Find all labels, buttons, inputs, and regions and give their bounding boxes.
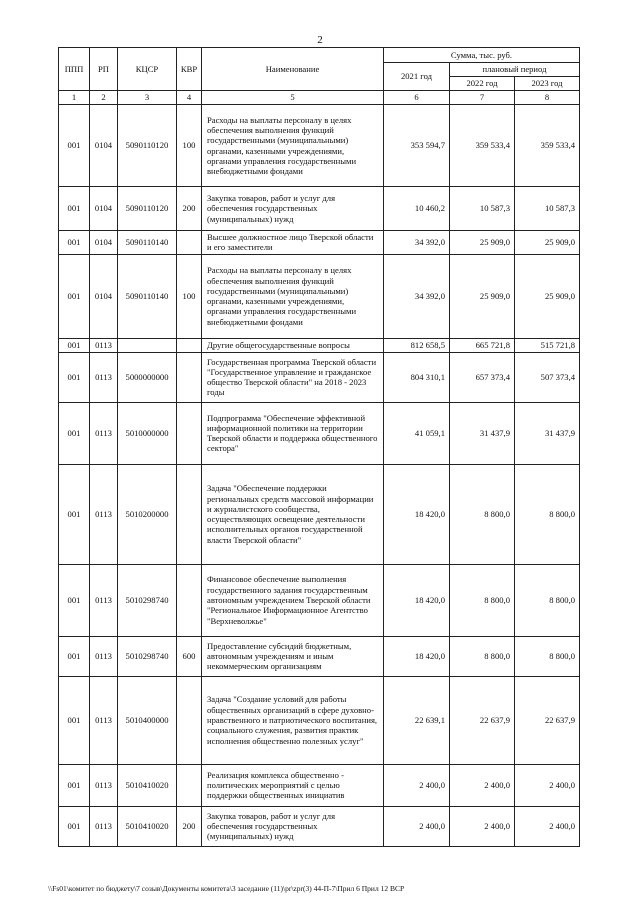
- cell-2023: 22 637,9: [515, 676, 580, 764]
- table-row: [59, 806, 580, 846]
- cell-2021: 353 594,7: [384, 105, 450, 187]
- table-row: [59, 187, 580, 231]
- cell-2023: 8 800,0: [515, 564, 580, 636]
- table-row: [59, 352, 580, 402]
- cell-kcsr: 5090110140: [118, 254, 177, 338]
- cell-rp: 0113: [90, 636, 118, 676]
- cell-2021: 2 400,0: [384, 806, 450, 846]
- cell-2022: 25 909,0: [450, 254, 515, 338]
- cell-kcsr: 5090110120: [118, 105, 177, 187]
- table-row: [59, 764, 580, 806]
- page-number: 2: [317, 34, 323, 46]
- cell-ppp: 001: [59, 764, 90, 806]
- table-body: [59, 105, 580, 847]
- cell-2022: 657 373,4: [450, 352, 515, 402]
- cell-kvr: 100: [177, 254, 202, 338]
- cell-2023: 25 909,0: [515, 231, 580, 255]
- table-row: [59, 231, 580, 255]
- cell-2023: 2 400,0: [515, 764, 580, 806]
- cell-2022: 25 909,0: [450, 231, 515, 255]
- cell-kvr: [177, 231, 202, 255]
- cell-rp: 0113: [90, 464, 118, 564]
- cell-ppp: 001: [59, 187, 90, 231]
- cell-2021: 18 420,0: [384, 636, 450, 676]
- cell-ppp: 001: [59, 105, 90, 187]
- header-year-2023: 2023 год: [515, 77, 580, 91]
- cell-2023: 515 721,8: [515, 338, 580, 352]
- table-row: [59, 105, 580, 187]
- cell-kvr: [177, 402, 202, 464]
- cell-2021: 812 658,5: [384, 338, 450, 352]
- cell-kvr: 200: [177, 187, 202, 231]
- cell-rp: 0113: [90, 676, 118, 764]
- col-index: 3: [118, 91, 177, 105]
- cell-kcsr: 5010410020: [118, 764, 177, 806]
- header-rp: РП: [90, 48, 118, 91]
- table-row: [59, 636, 580, 676]
- table-row: [59, 254, 580, 338]
- cell-2023: 8 800,0: [515, 464, 580, 564]
- footer-file-path: \\Fs01\комитет по бюджету\7 созыв\Документы комитета\3 заседание (11)\pr\zpr(3) 44-П-7\Прил 6 Прил 12 ВСР: [48, 884, 405, 893]
- header-year-2022: 2022 год: [450, 77, 515, 91]
- cell-2023: 507 373,4: [515, 352, 580, 402]
- cell-kcsr: 5010298740: [118, 564, 177, 636]
- col-index: 5: [202, 91, 384, 105]
- header-ppp: ППП: [59, 48, 90, 91]
- header-kvr: КВР: [177, 48, 202, 91]
- cell-name: Закупка товаров, работ и услуг для обеспечения государственных (муниципальных) нужд: [202, 187, 384, 231]
- cell-2022: 31 437,9: [450, 402, 515, 464]
- cell-kvr: [177, 564, 202, 636]
- cell-kcsr: 5010298740: [118, 636, 177, 676]
- cell-ppp: 001: [59, 464, 90, 564]
- cell-rp: 0113: [90, 806, 118, 846]
- cell-name: Расходы на выплаты персоналу в целях обеспечения выполнения функций государственными (муниципальными) органами, казенными учреждениями, органами управления государственными внебюджетными фондами: [202, 254, 384, 338]
- header-kcsr: КЦСР: [118, 48, 177, 91]
- cell-rp: 0104: [90, 254, 118, 338]
- budget-table: [58, 47, 580, 847]
- cell-kvr: [177, 352, 202, 402]
- cell-2023: 359 533,4: [515, 105, 580, 187]
- col-index: 2: [90, 91, 118, 105]
- table-row: [59, 464, 580, 564]
- cell-kcsr: 5090110120: [118, 187, 177, 231]
- cell-kcsr: 5010410020: [118, 806, 177, 846]
- cell-kvr: [177, 764, 202, 806]
- cell-2021: 34 392,0: [384, 254, 450, 338]
- cell-name: Закупка товаров, работ и услуг для обеспечения государственных (муниципальных) нужд: [202, 806, 384, 846]
- cell-2023: 10 587,3: [515, 187, 580, 231]
- cell-name: Государственная программа Тверской области "Государственное управление и гражданское общество Тверской области" на 2018 - 2023 годы: [202, 352, 384, 402]
- cell-2022: 10 587,3: [450, 187, 515, 231]
- cell-kcsr: 5010200000: [118, 464, 177, 564]
- header-sum: Сумма, тыс. руб.: [384, 48, 580, 63]
- cell-ppp: 001: [59, 231, 90, 255]
- cell-name: Реализация комплекса общественно - политических мероприятий с целью поддержки общественных инициатив: [202, 764, 384, 806]
- cell-name: Высшее должностное лицо Тверской области и его заместители: [202, 231, 384, 255]
- cell-rp: 0113: [90, 764, 118, 806]
- cell-name: Другие общегосударственные вопросы: [202, 338, 384, 352]
- cell-ppp: 001: [59, 352, 90, 402]
- cell-name: Задача "Обеспечение поддержки региональных средств массовой информации и журналистского сообщества, осуществляющих освещение деятельности исполнительных органов государственной власти Тверской области": [202, 464, 384, 564]
- cell-2022: 2 400,0: [450, 806, 515, 846]
- cell-2021: 804 310,1: [384, 352, 450, 402]
- cell-kvr: 200: [177, 806, 202, 846]
- cell-rp: 0104: [90, 105, 118, 187]
- cell-rp: 0104: [90, 187, 118, 231]
- cell-2021: 18 420,0: [384, 564, 450, 636]
- cell-2021: 2 400,0: [384, 764, 450, 806]
- cell-2021: 18 420,0: [384, 464, 450, 564]
- cell-2022: 22 637,9: [450, 676, 515, 764]
- cell-2023: 25 909,0: [515, 254, 580, 338]
- cell-kvr: [177, 338, 202, 352]
- cell-name: Расходы на выплаты персоналу в целях обеспечения выполнения функций государственными (муниципальными) органами, казенными учреждениями, органами управления государственными внебюджетными фондами: [202, 105, 384, 187]
- cell-kvr: [177, 464, 202, 564]
- table-row: [59, 564, 580, 636]
- cell-2022: 2 400,0: [450, 764, 515, 806]
- cell-rp: 0104: [90, 231, 118, 255]
- cell-kcsr: [118, 338, 177, 352]
- cell-2021: 34 392,0: [384, 231, 450, 255]
- cell-ppp: 001: [59, 402, 90, 464]
- cell-rp: 0113: [90, 402, 118, 464]
- cell-ppp: 001: [59, 254, 90, 338]
- cell-2022: 8 800,0: [450, 564, 515, 636]
- cell-2022: 8 800,0: [450, 636, 515, 676]
- cell-kcsr: 5010400000: [118, 676, 177, 764]
- cell-kcsr: 5010000000: [118, 402, 177, 464]
- cell-2023: 2 400,0: [515, 806, 580, 846]
- cell-name: Финансовое обеспечение выполнения государственного задания государственным автономным учреждением Тверской области "Региональное Информационное Агентство "Верхневолжье": [202, 564, 384, 636]
- col-index: 7: [450, 91, 515, 105]
- cell-ppp: 001: [59, 676, 90, 764]
- col-index: 1: [59, 91, 90, 105]
- cell-2023: 8 800,0: [515, 636, 580, 676]
- cell-rp: 0113: [90, 352, 118, 402]
- cell-name: Задача "Создание условий для работы общественных организаций в сфере духовно-нравственного и патриотического воспитания, социального служения, развития практик исполнения общественно полезных услуг": [202, 676, 384, 764]
- header-planned-period: плановый период: [450, 63, 580, 77]
- table-row: [59, 402, 580, 464]
- cell-2022: 665 721,8: [450, 338, 515, 352]
- header-year-2021: 2021 год: [384, 63, 450, 91]
- cell-2022: 359 533,4: [450, 105, 515, 187]
- column-index-row: [59, 91, 580, 105]
- cell-2023: 31 437,9: [515, 402, 580, 464]
- cell-name: Подпрограмма "Обеспечение эффективной информационной политики на территории Тверской области и поддержка общественного сектора": [202, 402, 384, 464]
- cell-2022: 8 800,0: [450, 464, 515, 564]
- cell-kcsr: 5090110140: [118, 231, 177, 255]
- cell-2021: 22 639,1: [384, 676, 450, 764]
- cell-rp: 0113: [90, 564, 118, 636]
- cell-rp: 0113: [90, 338, 118, 352]
- table-row: [59, 676, 580, 764]
- cell-ppp: 001: [59, 564, 90, 636]
- cell-2021: 41 059,1: [384, 402, 450, 464]
- cell-kvr: 100: [177, 105, 202, 187]
- cell-ppp: 001: [59, 806, 90, 846]
- cell-ppp: 001: [59, 338, 90, 352]
- col-index: 4: [177, 91, 202, 105]
- cell-ppp: 001: [59, 636, 90, 676]
- cell-kvr: 600: [177, 636, 202, 676]
- cell-kcsr: 5000000000: [118, 352, 177, 402]
- header-name: Наименование: [202, 48, 384, 91]
- cell-2021: 10 460,2: [384, 187, 450, 231]
- table-row: [59, 338, 580, 352]
- col-index: 6: [384, 91, 450, 105]
- col-index: 8: [515, 91, 580, 105]
- cell-kvr: [177, 676, 202, 764]
- cell-name: Предоставление субсидий бюджетным, автономным учреждениям и иным некоммерческим организациям: [202, 636, 384, 676]
